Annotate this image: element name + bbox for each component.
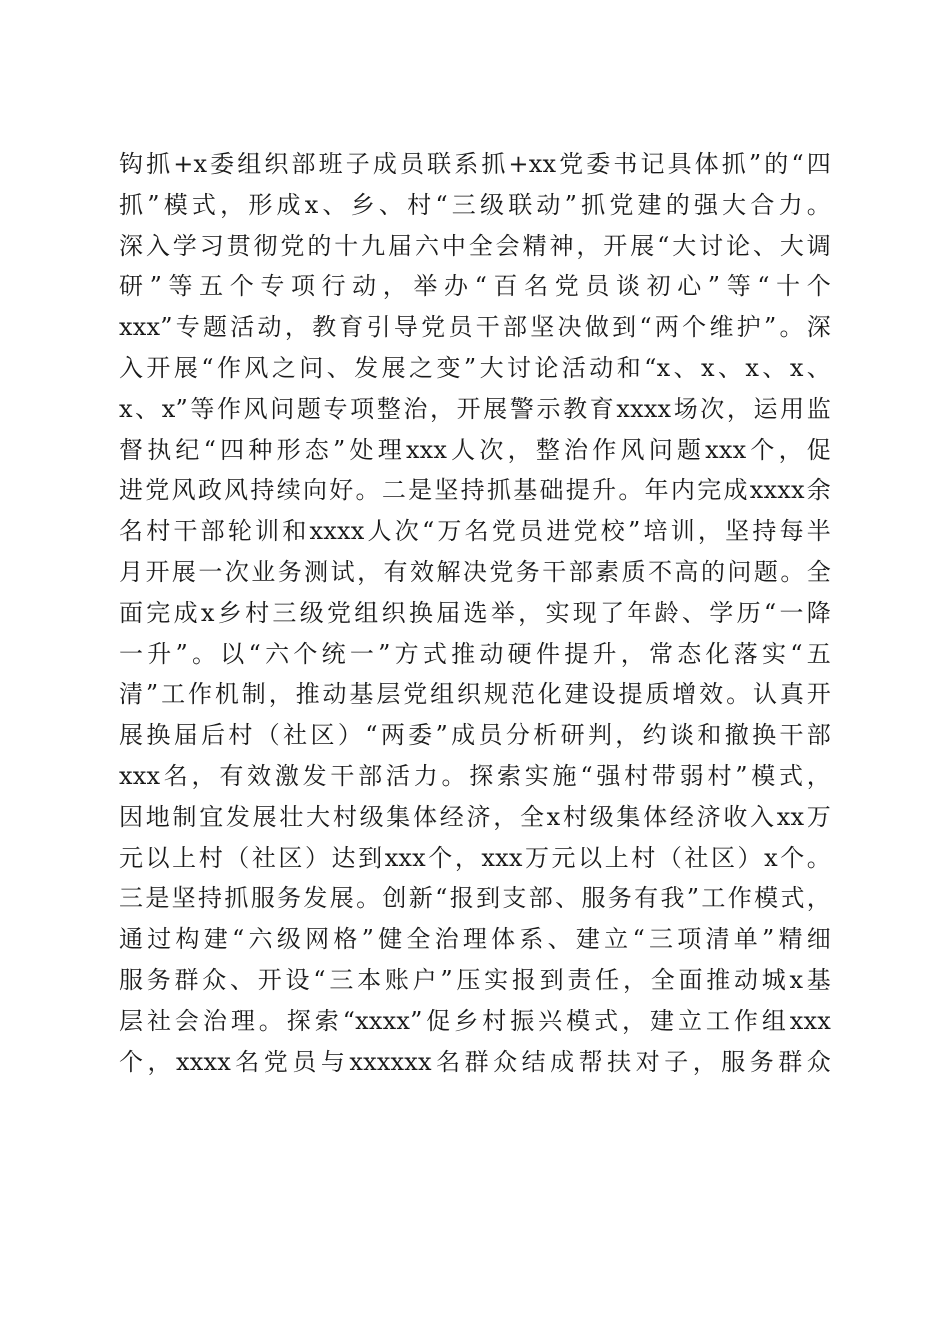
text-line-19: 三是坚持抓服务发展。创新“报到支部、服务有我”工作模式， bbox=[119, 884, 831, 913]
text-line-4: 研”等五个专项行动，举办“百名党员谈初心”等“十个 bbox=[119, 272, 831, 301]
text-line-16: xxx名，有效激发干部活力。探索实施“强村带弱村”模式， bbox=[119, 761, 831, 790]
text-line-2: 抓”模式，形成x、乡、村“三级联动”抓党建的强大合力。 bbox=[119, 190, 831, 219]
text-line-6: 入开展“作风之问、发展之变”大讨论活动和“x、x、x、x、 bbox=[119, 353, 831, 382]
text-line-20: 通过构建“六级网格”健全治理体系、建立“三项清单”精细 bbox=[119, 925, 831, 954]
text-line-5: xxx”专题活动，教育引导党员干部坚决做到“两个维护”。深 bbox=[119, 313, 831, 342]
text-line-3: 深入学习贯彻党的十九届六中全会精神，开展“大讨论、大调 bbox=[119, 231, 831, 260]
text-line-8: 督执纪“四种形态”处理xxx人次，整治作风问题xxx个，促 bbox=[119, 435, 831, 464]
text-line-15: 展换届后村（社区）“两委”成员分析研判，约谈和撤换干部 bbox=[119, 721, 831, 750]
text-line-10: 名村干部轮训和xxxx人次“万名党员进党校”培训，坚持每半 bbox=[119, 517, 831, 546]
text-line-17: 因地制宜发展壮大村级集体经济，全x村级集体经济收入xx万 bbox=[119, 802, 831, 831]
text-line-9: 进党风政风持续向好。二是坚持抓基础提升。年内完成xxxx余 bbox=[119, 476, 831, 505]
text-line-18: 元以上村（社区）达到xxx个，xxx万元以上村（社区）x个。 bbox=[119, 843, 831, 872]
text-line-7: x、x”等作风问题专项整治，开展警示教育xxxx场次，运用监 bbox=[119, 394, 831, 423]
text-line-23: 个，xxxx名党员与xxxxxx名群众结成帮扶对子，服务群众 bbox=[119, 1047, 831, 1076]
text-line-22: 层社会治理。探索“xxxx”促乡村振兴模式，建立工作组xxx bbox=[119, 1006, 831, 1035]
text-line-12: 面完成x乡村三级党组织换届选举，实现了年龄、学历“一降 bbox=[119, 598, 831, 627]
document-body-text bbox=[119, 144, 831, 1082]
text-line-14: 清”工作机制，推动基层党组织规范化建设提质增效。认真开 bbox=[119, 680, 831, 709]
text-line-11: 月开展一次业务测试，有效解决党务干部素质不高的问题。全 bbox=[119, 557, 831, 586]
text-line-13: 一升”。以“六个统一”方式推动硬件提升，常态化落实“五 bbox=[119, 639, 831, 668]
text-line-1: 钩抓+x委组织部班子成员联系抓+xx党委书记具体抓”的“四 bbox=[119, 150, 831, 178]
text-line-21: 服务群众、开设“三本账户”压实报到责任，全面推动城x基 bbox=[119, 965, 831, 994]
